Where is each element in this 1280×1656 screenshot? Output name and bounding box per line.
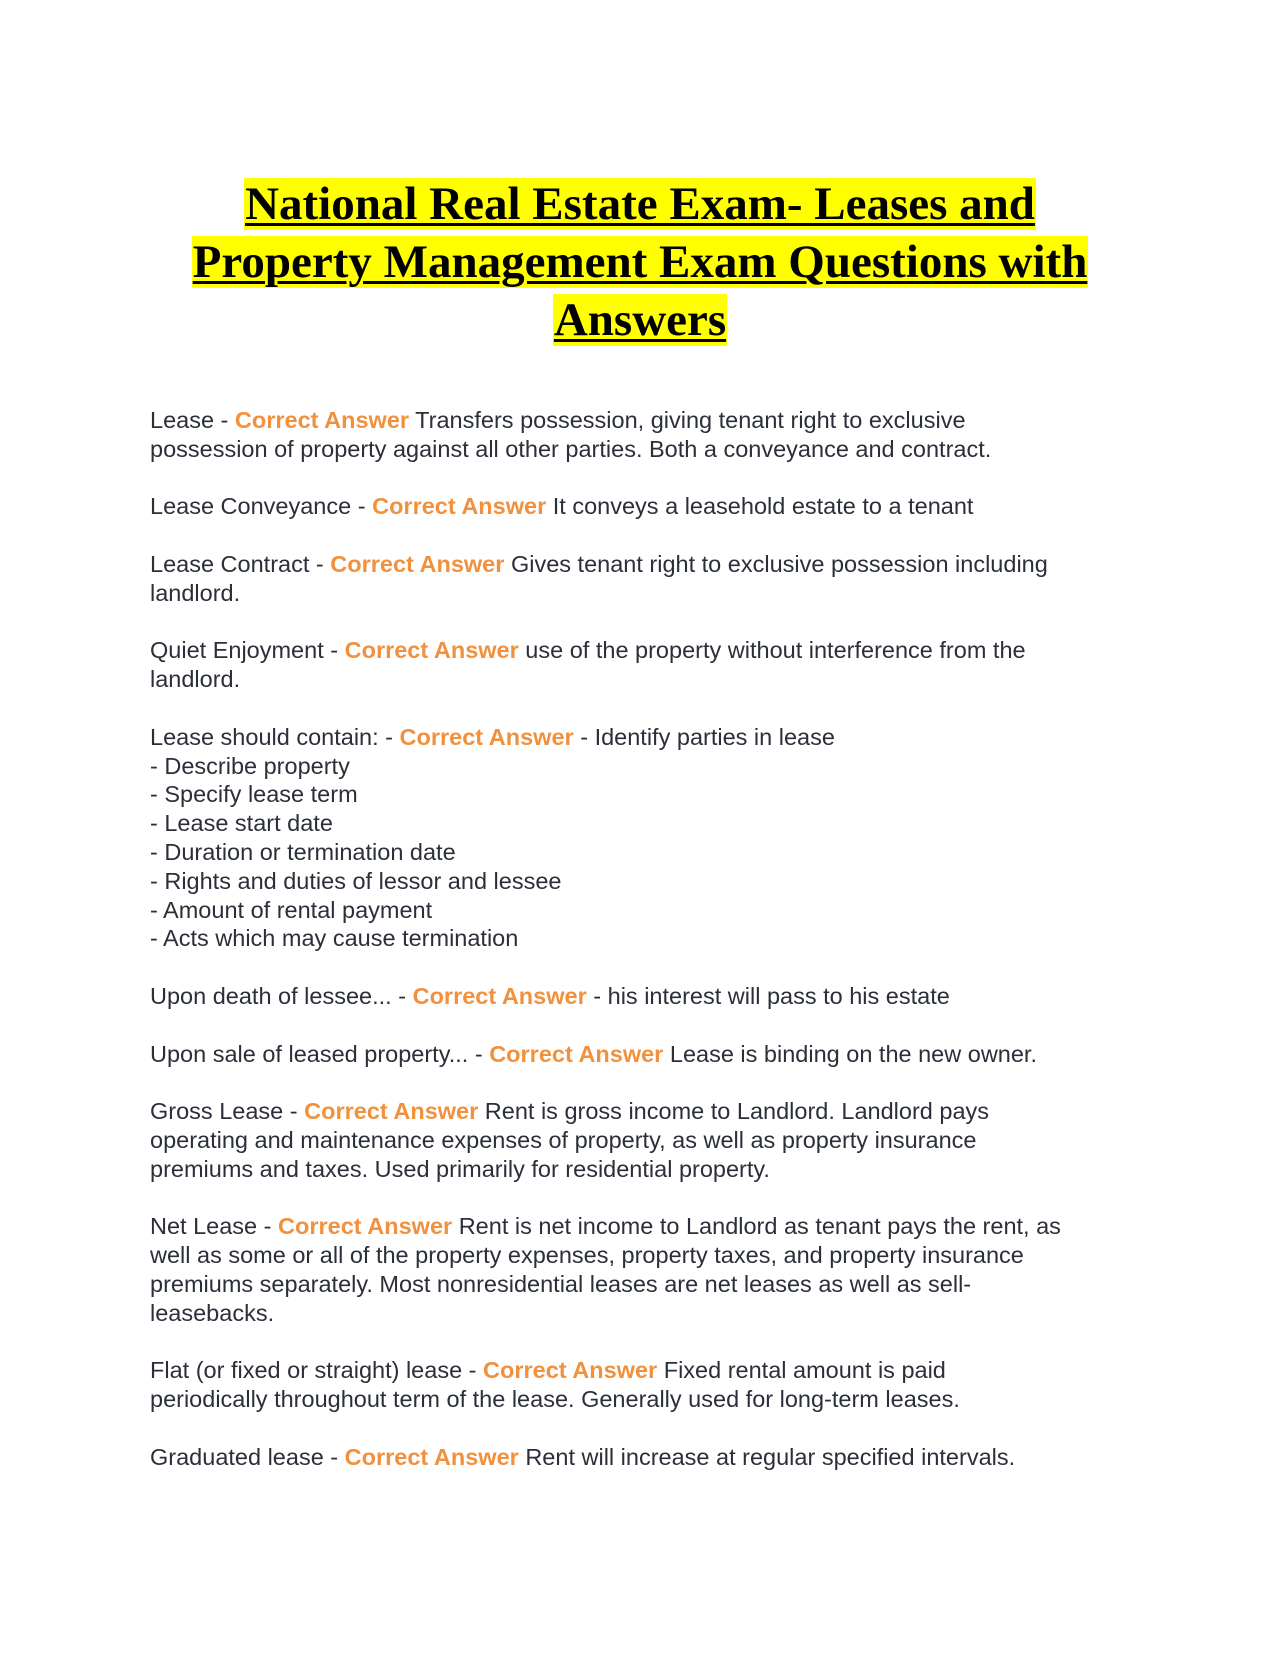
- correct-answer-label: Correct Answer: [399, 723, 574, 750]
- correct-answer-label: Correct Answer: [412, 982, 587, 1009]
- qa-answer: It conveys a leasehold estate to a tenant: [552, 493, 974, 520]
- qa-answer: Lease is binding on the new owner.: [669, 1040, 1037, 1067]
- qa-item-quiet-enjoyment: Quiet Enjoyment - Correct Answer use of the property without interference from the landlord.: [150, 637, 1026, 693]
- title-line-1: National Real Estate Exam- Leases and: [245, 178, 1035, 230]
- correct-answer-label: Correct Answer: [330, 550, 505, 577]
- qa-term: Upon sale of leased property...: [150, 1040, 469, 1067]
- correct-answer-label: Correct Answer: [344, 1443, 519, 1470]
- correct-answer-label: Correct Answer: [483, 1357, 658, 1384]
- qa-answer: Rent is gross income to Landlord. Landlord pays operating and maintenance expenses of property, as well as property insurance premiums and taxes. Used primarily for residential property.: [150, 1098, 990, 1182]
- qa-answer: Transfers possession, giving tenant right to exclusive possession of property against all other parties. Both a conveyance and contract.: [150, 407, 992, 462]
- qa-term: Quiet Enjoyment: [150, 637, 324, 664]
- qa-answer: - Identify parties in lease - Describe property - Specify lease term - Lease start date - Duration or termination date - Rights and duties of lessor and lessee - Amount of rental payment - Acts which may cause termination: [150, 723, 835, 952]
- qa-answer: Gives tenant right to exclusive possession including landlord.: [150, 550, 1048, 606]
- qa-item-death-of-lessee: Upon death of lessee... - Correct Answer - his interest will pass to his estate: [150, 982, 950, 1009]
- qa-item-lease: Lease - Correct Answer Transfers possession, giving tenant right to exclusive possession of property against all other parties. Both a conveyance and contract.: [150, 407, 992, 462]
- qa-answer: Fixed rental amount is paid periodically throughout term of the lease. Generally used for long-term leases.: [150, 1357, 960, 1413]
- qa-term: Graduated lease: [150, 1443, 324, 1470]
- correct-answer-label: Correct Answer: [489, 1040, 664, 1067]
- qa-term: Net Lease: [150, 1213, 258, 1240]
- qa-item-lease-contract: Lease Contract - Correct Answer Gives tenant right to exclusive possession including landlord.: [150, 550, 1048, 606]
- qa-answer: - his interest will pass to his estate: [593, 982, 950, 1009]
- qa-item-lease-should-contain: Lease should contain: - Correct Answer - Identify parties in lease - Describe property - Specify lease term - Lease start date - Duration or termination date - Rights and duties of lessor and lessee - Amount of rental payment - Acts which may cause termination: [150, 723, 835, 952]
- qa-term: Upon death of lessee...: [150, 982, 392, 1009]
- qa-item-net-lease: Net Lease - Correct Answer Rent is net income to Landlord as tenant pays the rent, as well as some or all of the property expenses, property taxes, and property insurance premiums separately. Most nonresidential leases are net leases as well as sell- leasebacks.: [150, 1213, 1061, 1326]
- correct-answer-label: Correct Answer: [372, 493, 547, 520]
- qa-item-lease-conveyance: Lease Conveyance - Correct Answer It conveys a leasehold estate to a tenant: [150, 493, 974, 520]
- qa-term: Lease should contain:: [150, 723, 379, 750]
- correct-answer-label: Correct Answer: [278, 1213, 453, 1240]
- qa-term: Lease: [150, 407, 215, 433]
- correct-answer-label: Correct Answer: [234, 407, 410, 433]
- page-title: [150, 175, 1130, 349]
- qa-list: [150, 406, 1130, 1500]
- title-line-3: Answers: [553, 294, 727, 346]
- qa-term: Lease Contract: [150, 550, 310, 577]
- qa-term: Flat (or fixed or straight) lease: [150, 1357, 463, 1384]
- correct-answer-label: Correct Answer: [344, 637, 519, 664]
- qa-answer: use of the property without interference from the landlord.: [150, 637, 1026, 693]
- qa-term: Gross Lease: [150, 1098, 284, 1125]
- qa-term: Lease Conveyance: [150, 493, 352, 520]
- qa-item-flat-lease: Flat (or fixed or straight) lease - Correct Answer Fixed rental amount is paid periodically throughout term of the lease. Generally used for long-term leases.: [150, 1357, 960, 1413]
- qa-item-gross-lease: Gross Lease - Correct Answer Rent is gross income to Landlord. Landlord pays operating and maintenance expenses of property, as well as property insurance premiums and taxes. Used primarily for residential property.: [150, 1098, 990, 1182]
- correct-answer-label: Correct Answer: [304, 1098, 479, 1125]
- qa-item-graduated-lease: Graduated lease - Correct Answer Rent will increase at regular specified intervals.: [150, 1443, 1016, 1470]
- title-line-2: Property Management Exam Questions with: [192, 236, 1088, 288]
- qa-answer: Rent is net income to Landlord as tenant pays the rent, as well as some or all of the property expenses, property taxes, and property insurance premiums separately. Most nonresidential leases are net leases as well as sell- leasebacks.: [150, 1213, 1061, 1326]
- qa-answer: Rent will increase at regular specified intervals.: [525, 1443, 1016, 1470]
- qa-item-sale-of-leased-property: Upon sale of leased property... - Correct Answer Lease is binding on the new owner.: [150, 1040, 1037, 1067]
